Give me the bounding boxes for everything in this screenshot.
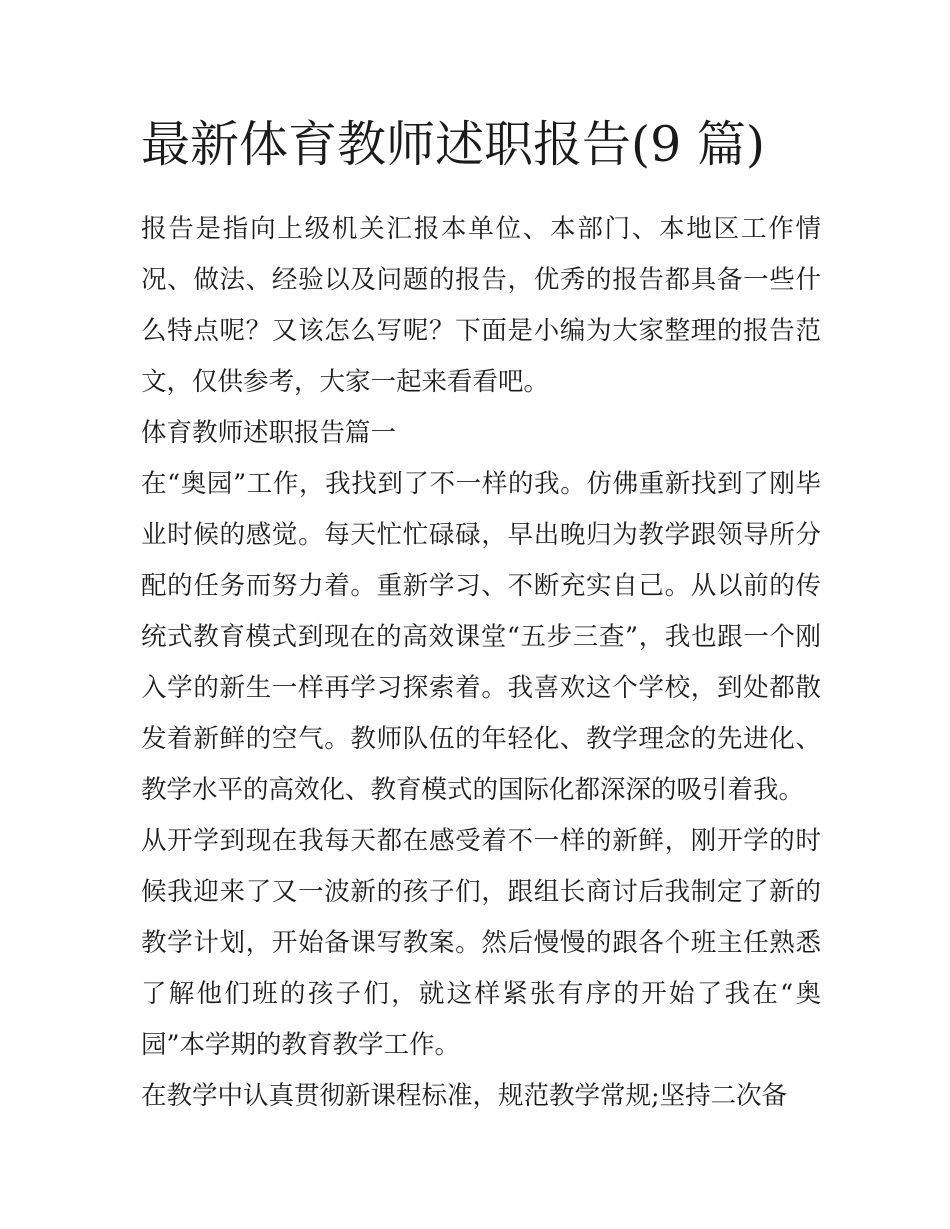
body-paragraph: 在“奥园”工作，我找到了不一样的我。仿佛重新找到了刚毕业时候的感觉。每天忙忙碌碌，早出晚归为教学跟领导所分配的任务而努力着。重新学习、不断充实自己。从以前的传统式教育模式到现在的高效课堂“五步三查”，我也跟一个刚入学的新生一样再学习探索着。我喜欢这个学校，到处都散发着新鲜的空气。教师队伍的年轻化、教学理念的先进化、教学水平的高效化、教育模式的国际化都深深的吸引着我。 [141,469,821,805]
body-paragraph: 从开学到现在我每天都在感受着不一样的新鲜，刚开学的时候我迎来了又一波新的孩子们，跟组长商讨后我制定了新的教学计划，开始备课写教案。然后慢慢的跟各个班主任熟悉了解他们班的孩子们，就这样紧张有序的开始了我在“奥园”本学期的教育教学工作。 [141,826,821,1060]
section-heading: 体育教师述职报告篇一 [141,418,397,448]
document-body [141,112,821,1122]
body-paragraph: 在教学中认真贯彻新课程标准，规范教学常规;坚持二次备 [141,1081,788,1111]
intro-paragraph: 报告是指向上级机关汇报本单位、本部门、本地区工作情况、做法、经验以及问题的报告，优秀的报告都具备一些什么特点呢？又该怎么写呢？下面是小编为大家整理的报告范文，仅供参考，大家一起来看看吧。 [141,214,821,397]
document-title: 最新体育教师述职报告(9 篇) [141,116,765,173]
